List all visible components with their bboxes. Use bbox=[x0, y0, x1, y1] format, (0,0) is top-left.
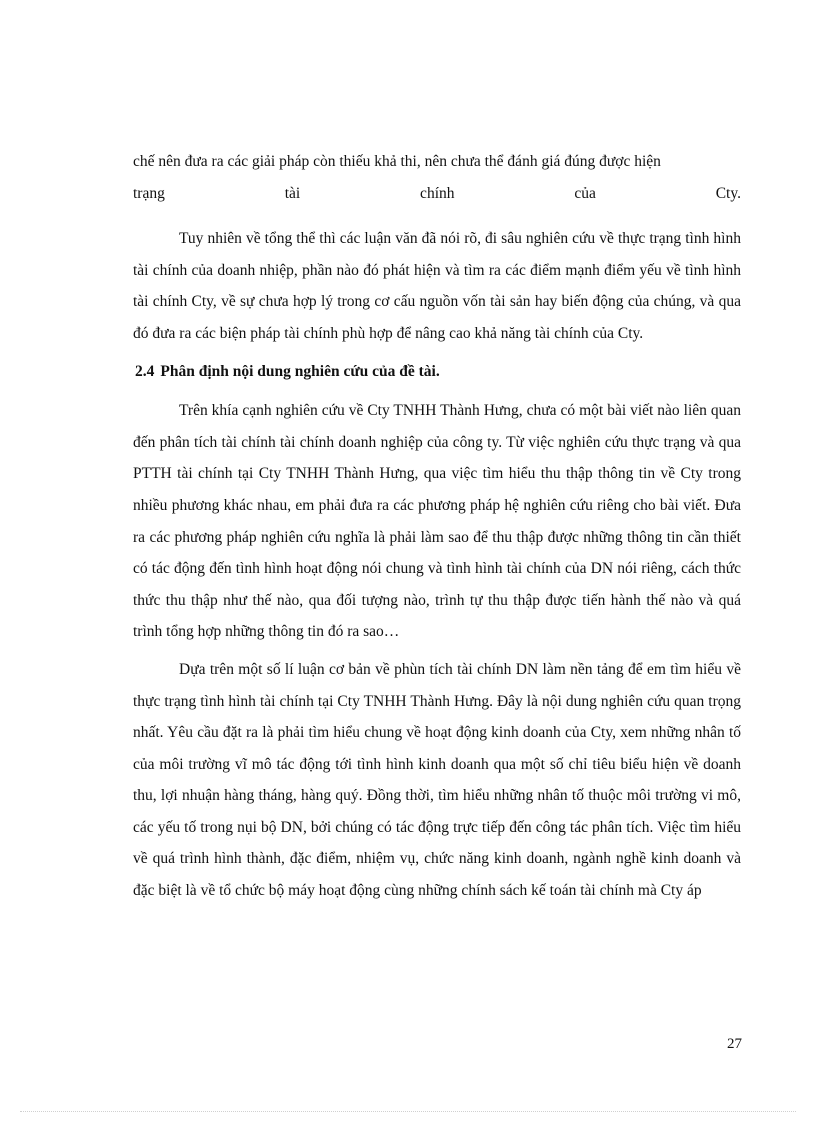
section-heading bbox=[135, 356, 741, 388]
page-number: 27 bbox=[727, 1036, 742, 1052]
paragraph-4: Dựa trên một số lí luận cơ bản về phùn tích tài chính DN làm nền tảng để em tìm hiểu về thực trạng tình hình tài chính tại Cty TNHH Thành Hưng. Đây là nội dung nghiên cứu quan trọng nhất. Yêu cầu đặt ra là phải tìm hiểu chung về hoạt động kinh doanh của Cty, xem những nhân tố của môi trường vĩ mô tác động tới tình hình kinh doanh qua một số chỉ tiêu biểu hiện về doanh thu, lợi nhuận hàng tháng, hàng quý. Đồng thời, tìm hiểu những nhân tố thuộc môi trường vi mô, các yếu tố trong nụi bộ DN, bởi chúng có tác động trực tiếp đến công tác phân tích. Việc tìm hiểu về quá trình hình thành, đặc điểm, nhiệm vụ, chức năng kinh doanh, ngành nghề kinh doanh và đặc biệt là về tổ chức bộ máy hoạt động cùng những chính sách kế toán tài chính mà Cty áp bbox=[133, 660, 741, 900]
paragraph-1-line-2: trạng tài chính của Cty. bbox=[133, 184, 741, 202]
section-number: 2.4 bbox=[135, 362, 155, 380]
body-text bbox=[133, 146, 741, 907]
footer-divider bbox=[20, 1111, 796, 1112]
paragraph-3: Trên khía cạnh nghiên cứu về Cty TNHH Thành Hưng, chưa có một bài viết nào liên quan đến phân tích tài chính tài chính doanh nghiệp của công ty. Từ việc nghiên cứu thực trạng và qua PTTH tài chính tại Cty TNHH Thành Hưng, qua việc tìm hiểu thu thập thông tin về Cty trong nhiều phương khác nhau, em phải đưa ra các phương pháp hệ nghiên cứu riêng cho bài viết. Đưa ra các phương pháp nghiên cứu nghĩa là phải làm sao để thu thập được những thông tin cần thiết có tác động đến tình hình hoạt động nói chung và tình hình tài chính của DN nói riêng, cách thức thức thu thập như thế nào, qua đối tượng nào, trình tự thu thập được tiến hành thế nào và quá trình tổng hợp những thông tin đó ra sao… bbox=[133, 402, 741, 641]
section-title: Phân định nội dung nghiên cứu của đề tài. bbox=[160, 362, 440, 380]
paragraph-2: Tuy nhiên về tổng thể thì các luận văn đã nói rõ, đi sâu nghiên cứu về thực trạng tình hình tài chính của doanh nhiệp, phần nào đó phát hiện và tìm ra các điểm mạnh điểm yếu về tình hình tài chính Cty, về sự chưa hợp lý trong cơ cấu nguồn vốn tài sản hay biến động của chúng, và qua đó đưa ra các biện pháp tài chính phù hợp để nâng cao khả năng tài chính của Cty. bbox=[133, 230, 741, 342]
paragraph-1-line-1: chế nên đưa ra các giải pháp còn thiếu khả thi, nên chưa thể đánh giá đúng được hiện bbox=[133, 153, 661, 170]
